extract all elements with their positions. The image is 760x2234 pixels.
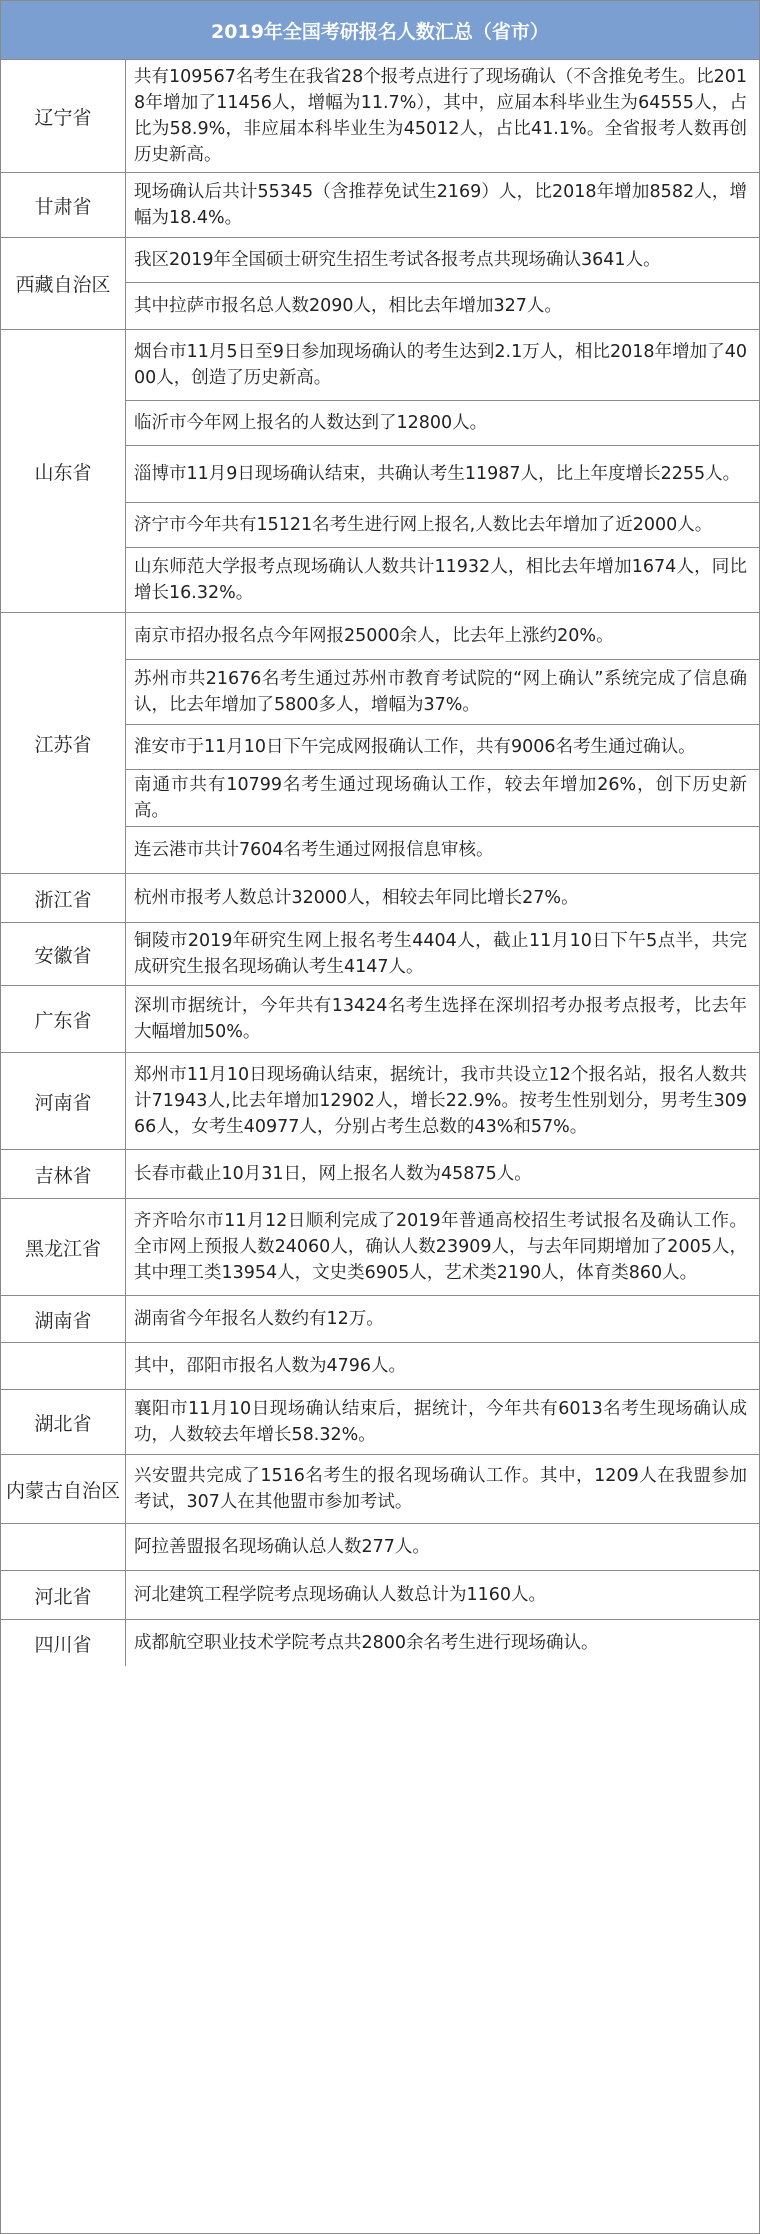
- detail-cell: 济宁市今年共有15121名考生进行网上报名,人数比去年增加了近2000人。: [126, 503, 759, 548]
- detail-cell: 铜陵市2019年研究生网上报名考生4404人，截止11月10日下午5点半，共完成研究生报名现场确认考生4147人。: [134, 931, 747, 977]
- detail-cell: 湖南省今年报名人数约有12万。: [134, 1309, 384, 1329]
- detail-cell: 襄阳市11月10日现场确认结束后，据统计，今年共有6013名考生现场确认成功，人数较去年增长58.32%。: [134, 1399, 747, 1445]
- detail-cell: 我区2019年全国硕士研究生招生考试各报考点共现场确认3641人。: [126, 238, 759, 283]
- table-row: [1, 1053, 759, 1150]
- table-row: [1, 1455, 759, 1524]
- province-cell: 吉林省: [1, 1150, 126, 1198]
- detail-cell: 其中，邵阳市报名人数为4796人。: [134, 1356, 407, 1376]
- detail-cell: 连云港市共计7604名考生通过网报信息审核。: [134, 840, 494, 860]
- detail-cells: [126, 1053, 759, 1149]
- detail-cells: [126, 874, 759, 922]
- table-row: [1, 1524, 759, 1571]
- province-cell: 河南省: [1, 1053, 126, 1149]
- detail-cell: 阿拉善盟报名现场确认总人数277人。: [134, 1537, 430, 1557]
- detail-cell: 成都航空职业技术学院考点共2800余名考生进行现场确认。: [134, 1633, 599, 1653]
- table-row: [1, 923, 759, 986]
- table-row: [1, 60, 759, 173]
- province-cell: 河北省: [1, 1571, 126, 1619]
- detail-cell: 共有109567名考生在我省28个报考点进行了现场确认（不含推免考生。比2018年增加了11456人，增幅为11.7%），其中，应届本科毕业生为64555人，占比为58.9%，非应届本科毕业生为45012人，占比41.1%。全省报考人数再创历史新高。: [134, 67, 747, 165]
- province-cell: 湖北省: [1, 1390, 126, 1454]
- detail-cells: [126, 1150, 759, 1198]
- table-row: [1, 1150, 759, 1199]
- detail-cells: [126, 1524, 759, 1570]
- province-cell: 安徽省: [1, 923, 126, 985]
- table-row: [1, 613, 759, 874]
- table-row: [1, 238, 759, 330]
- table-row: [1, 1199, 759, 1296]
- province-cell: 广东省: [1, 986, 126, 1052]
- table-row: [1, 330, 759, 613]
- detail-cells: [126, 1343, 759, 1389]
- table-row: [1, 1571, 759, 1620]
- table-body: [1, 60, 759, 2233]
- detail-cell: 山东师范大学报考点现场确认人数共计11932人，相比去年增加1674人，同比增长16.32%。: [134, 557, 747, 603]
- detail-cells: [126, 1455, 759, 1523]
- detail-cell: 淄博市11月9日现场确认结束，共确认考生11987人，比上年度增长2255人。: [126, 446, 759, 503]
- province-cell: 四川省: [1, 1620, 126, 1666]
- detail-cells: [126, 613, 759, 873]
- detail-cell: 南京市招办报名点今年网报25000余人，比去年上涨约20%。: [126, 613, 759, 660]
- detail-cell: 其中拉萨市报名总人数2090人，相比去年增加327人。: [134, 296, 562, 316]
- province-cell: 黑龙江省: [1, 1199, 126, 1295]
- detail-cells: [126, 330, 759, 612]
- detail-cell: 淮安市于11月10日下午完成网报确认工作，共有9006名考生通过确认。: [126, 725, 759, 770]
- detail-cell: 烟台市11月5日至9日参加现场确认的考生达到2.1万人，相比2018年增加了4000人，创造了历史新高。: [126, 330, 759, 401]
- table-row: [1, 986, 759, 1053]
- table-title: 2019年全国考研报名人数汇总（省市）: [1, 1, 759, 60]
- detail-cell: 杭州市报考人数总计32000人，相较去年同比增长27%。: [134, 888, 579, 908]
- detail-cell: 深圳市据统计，今年共有13424名考生选择在深圳招考办报考点报考，比去年大幅增加50%。: [134, 996, 747, 1042]
- detail-cells: [126, 1296, 759, 1342]
- detail-cell: 长春市截止10月31日，网上报名人数为45875人。: [134, 1164, 532, 1184]
- detail-cells: [126, 1390, 759, 1454]
- province-cell: 辽宁省: [1, 60, 126, 172]
- province-cell: [1, 1524, 126, 1570]
- detail-cells: [126, 1571, 759, 1619]
- table-row: [1, 1620, 759, 1666]
- province-cell: 内蒙古自治区: [1, 1455, 126, 1523]
- province-cell: 甘肃省: [1, 173, 126, 237]
- detail-cells: [126, 986, 759, 1052]
- table-row: [1, 874, 759, 923]
- detail-cells: [126, 923, 759, 985]
- table-row: [1, 1296, 759, 1343]
- province-cell: 江苏省: [1, 613, 126, 873]
- detail-cell: 苏州市共21676名考生通过苏州市教育考试院的“网上确认”系统完成了信息确认，比去年增加了5800多人，增幅为37%。: [126, 660, 759, 725]
- detail-cells: [126, 1199, 759, 1295]
- province-cell: 西藏自治区: [1, 238, 126, 329]
- province-cell: [1, 1343, 126, 1389]
- province-cell: 山东省: [1, 330, 126, 612]
- detail-cell: 齐齐哈尔市11月12日顺利完成了2019年普通高校招生考试报名及确认工作。全市网上预报人数24060人，确认人数23909人，与去年同期增加了2005人，其中理工类13954人，文史类6905人，艺术类2190人，体育类860人。: [134, 1211, 747, 1283]
- detail-cells: [126, 238, 759, 329]
- detail-cell: 河北建筑工程学院考点现场确认人数总计为1160人。: [134, 1585, 547, 1605]
- detail-cell: 兴安盟共完成了1516名考生的报名现场确认工作。其中，1209人在我盟参加考试，307人在其他盟市参加考试。: [134, 1466, 747, 1512]
- detail-cell: 南通市共有10799名考生通过现场确认工作，较去年增加26%，创下历史新高。: [126, 770, 759, 827]
- table-row: [1, 1390, 759, 1455]
- detail-cells: [126, 1620, 759, 1666]
- detail-cells: [126, 60, 759, 172]
- table-row: [1, 173, 759, 238]
- detail-cell: 现场确认后共计55345（含推荐免试生2169）人，比2018年增加8582人，增幅为18.4%。: [134, 182, 747, 228]
- table-row: [1, 1343, 759, 1390]
- detail-cells: [126, 173, 759, 237]
- detail-cell: 临沂市今年网上报名的人数达到了12800人。: [126, 401, 759, 446]
- province-cell: 湖南省: [1, 1296, 126, 1342]
- province-cell: 浙江省: [1, 874, 126, 922]
- detail-cell: 郑州市11月10日现场确认结束，据统计，我市共设立12个报名站，报名人数共计71943人,比去年增加12902人，增长22.9%。按考生性别划分，男考生30966人，女考生40977人，分别占考生总数的43%和57%。: [134, 1065, 747, 1137]
